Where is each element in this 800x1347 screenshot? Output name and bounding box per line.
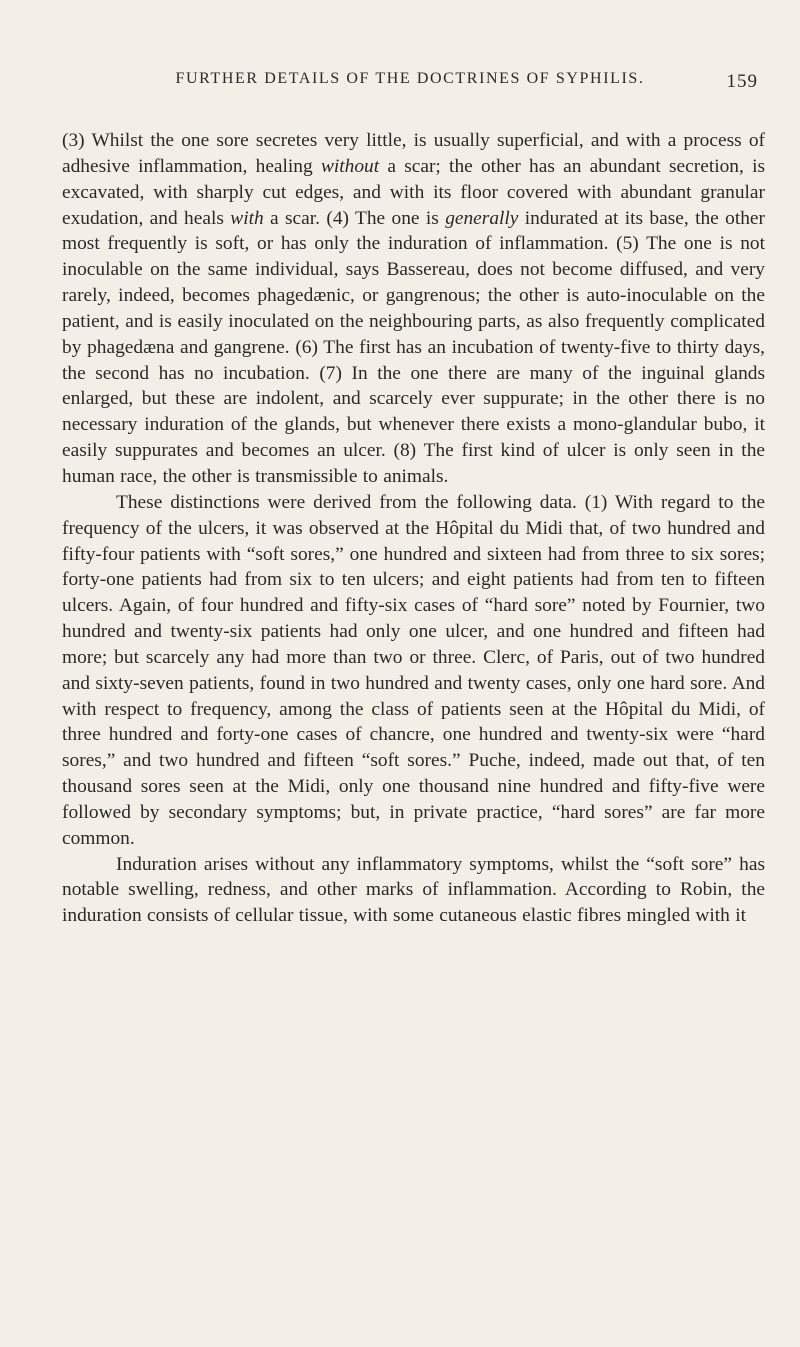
italic-text: generally (445, 207, 519, 229)
italic-text: without (320, 155, 380, 177)
running-title: FURTHER DETAILS OF THE DOCTRINES OF SYPHILIS. (175, 70, 645, 87)
italic-text: with (230, 207, 264, 229)
text-run: a scar. (4) The one is (263, 207, 446, 229)
paragraph (62, 490, 765, 852)
page-body (62, 128, 765, 929)
paragraph (62, 128, 765, 490)
text-run: These distinctions were derived from the following data. (1) With regard to the frequency of the ulcers, it was observed at the Hôpital du Midi that, of two hundred and fifty-four patients with “soft sores,” one hundred and sixteen had from three to six sores; forty-one patients had from six to ten ulcers; and eight patients had from ten to fifteen ulcers. Again, of four hundred and fifty-six cases of “hard sore” noted by Fournier, two hundred and twenty-six patients had only one ulcer, and one hundred and fifteen had more; but scarcely any had more than two or three. Clerc, of Paris, out of two hundred and sixty-seven patients, found in two hundred and twenty cases, only one hard sore. And with respect to frequency, among the class of patients seen at the Hôpital du Midi, of three hundred and forty-one cases of chancre, one hundred and twenty-six were “hard sores,” and two hundred and fifteen “soft sores.” Puche, indeed, made out that, of ten thousand sores seen at the Midi, only one thousand nine hundred and fifty-five were followed by secondary symptoms; but, in private practice, “hard sores” are far more common. (62, 491, 765, 849)
text-run: a scar; the other has an abundant secretion, is excavated, with sharply cut edges, and with its floor covered with abundant granular exudation, and heals (62, 155, 765, 229)
page-header (62, 70, 758, 94)
text-run: indurated at its base, the other most frequently is soft, or has only the induration of inflammation. (5) The one is not inoculable on the same individual, says Bassereau, does not become diffused, and very rarely, indeed, becomes phagedænic, or gangrenous; the other is auto-inoculable on the patient, and is easily inoculated on the neighbouring parts, as also frequently complicated by phagedæna and gangrene. (6) The first has an incubation of twenty-five to thirty days, the second has no incubation. (7) In the one there are many of the inguinal glands enlarged, but these are indolent, and scarcely ever suppurate; in the other there is no necessary induration of the glands, but whenever there exists a mono-glandular bubo, it easily suppurates and becomes an ulcer. (8) The first kind of ulcer is only seen in the human race, the other is transmissible to animals. (62, 207, 765, 487)
paragraph (62, 852, 765, 930)
text-run: Induration arises without any inflammatory symptoms, whilst the “soft sore” has notable swelling, redness, and other marks of inflammation. According to Robin, the induration consists of cellular tissue, with some cutaneous elastic fibres mingled with it (62, 853, 765, 927)
text-run: (3) Whilst the one sore secretes very little, is usually superficial, and with a process of adhesive inflammation, healing (62, 130, 765, 177)
page-number: 159 (726, 71, 758, 92)
